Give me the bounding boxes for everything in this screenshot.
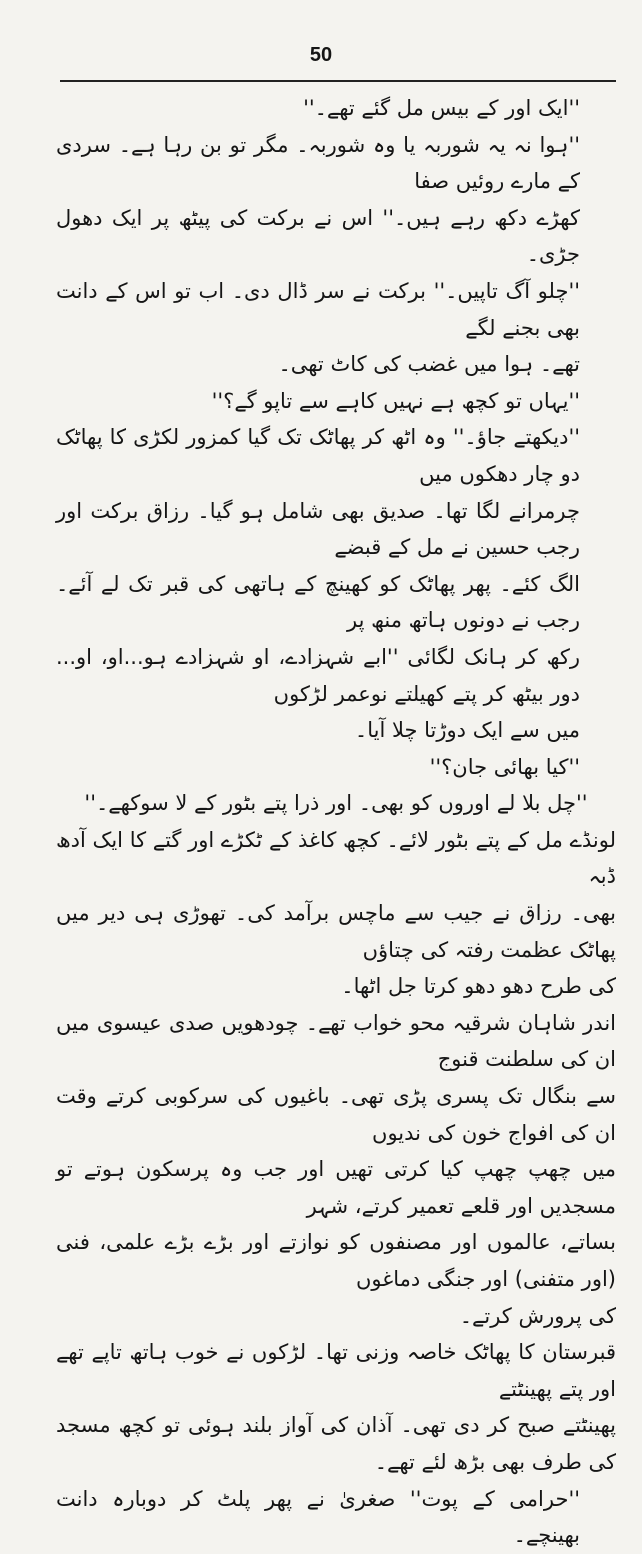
paragraph: ''چل بلا لے اوروں کو بھی۔ اور ذرا پتے بٹور کے لا سوکھے۔'' <box>84 791 588 816</box>
body-text <box>56 90 616 1554</box>
paragraph: ''چلو آگ تاپیں۔'' برکت نے سر ڈال دی۔ اب تو اس کے دانت بھی بجنے لگے تھے۔ ہوا میں غضب کی کاٹ تھی۔ <box>56 278 580 377</box>
paragraph: ''کیا بھائی جان؟'' <box>429 754 580 779</box>
paragraph: اندر شاہان شرقیہ محو خواب تھے۔ چودھویں صدی عیسوی میں ان کی سلطنت قنوج سے بنگال تک پسری پڑی تھی۔ باغیوں کی سرکوبی کرتے وقت ان کی افواج خون کی ندیوں میں چھپ چھپ کیا کرتی تھیں اور جب وہ پرسکون ہوتے تو مسجدیں اور قلعے تعمیر کرتے، شہر بساتے، عالموں اور مصنفوں کو نوازتے اور بڑے بڑے علمی، فنی (اور متفنی) اور جنگی دماغوں کی پرورش کرتے۔ <box>56 1010 616 1328</box>
paragraph: لونڈے مل کے پتے بٹور لائے۔ کچھ کاغذ کے ٹکڑے اور گتے کا ایک آدھ ڈبہ بھی۔ رزاق نے جیب سے ماچس برآمد کی۔ تھوڑی ہی دیر میں پھاٹک عظمت رفتہ کی چتاؤں کی طرح دھو دھو کرتا جل اٹھا۔ <box>56 827 616 999</box>
paragraph: ''یہاں تو کچھ ہے نہیں کاہے سے تاپو گے؟'' <box>211 388 580 413</box>
page-number: 50 <box>309 44 333 66</box>
paragraph: ''دیکھتے جاؤ۔'' وہ اٹھ کر پھاٹک تک گیا کمزور لکڑی کا پھاٹک دو چار دھکوں میں چرمرانے لگا تھا۔ صدیق بھی شامل ہو گیا۔ رزاق برکت اور رجب حسین نے مل کے قبضے الگ کئے۔ پھر پھاٹک کو کھینچ کے ہاتھی کی قبر تک لے آئے۔ رجب نے دونوں ہاتھ منھ پر رکھ کر ہانک لگائی ''ابے شہزادے، او شہزادے ہو...او، او... دور بیٹھ کر پتے کھیلتے نوعمر لڑکوں میں سے ایک دوڑتا چلا آیا۔ <box>56 425 580 743</box>
paragraph: ''حرامی کے پوت'' صغریٰ نے پھر پلٹ کر دوبارہ دانت بھینچے۔ <box>56 1486 580 1548</box>
header-rule <box>60 80 616 82</box>
paragraph: ''ایک اور کے بیس مل گئے تھے۔'' <box>303 96 580 120</box>
paragraph: قبرستان کا پھاٹک خاصہ وزنی تھا۔ لڑکوں نے خوب ہاتھ تاپے تھے اور پتے پھینٹتے پھینٹتے صبح کر دی تھی۔ آذان کی آواز بلند ہوئی تو کچھ مسجد کی طرف بھی بڑھ لئے تھے۔ <box>56 1340 616 1474</box>
paragraph: ''ہوا نہ یہ شوربہ یا وہ شوربہ۔ مگر تو بن رہا ہے۔ سردی کے مارے روئیں صفا کھڑے دکھ رہے ہیں۔'' اس نے برکت کی پیٹھ پر ایک دھول جڑی۔ <box>56 132 580 267</box>
